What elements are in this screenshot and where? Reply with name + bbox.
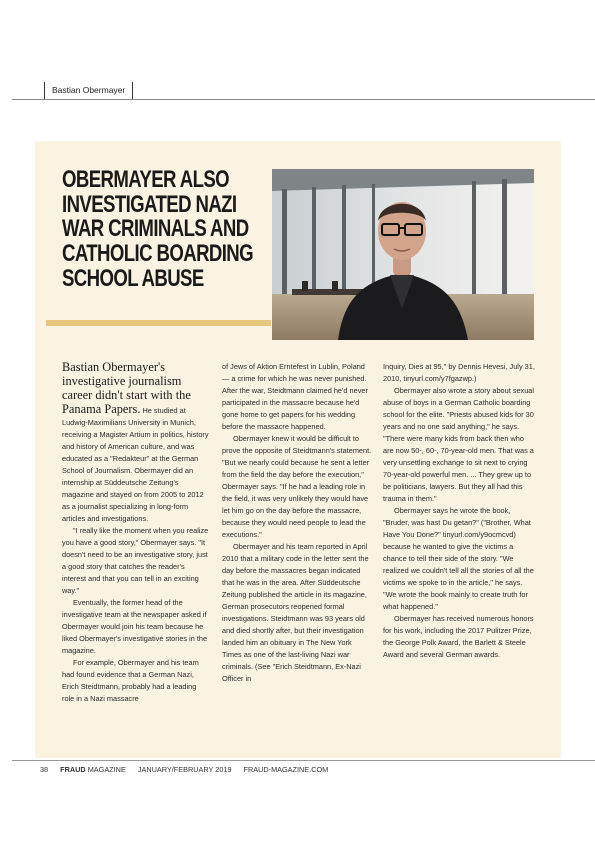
accent-bar — [46, 320, 271, 326]
magazine-name: MAGAZINE — [85, 765, 126, 774]
paragraph: Obermayer says he wrote the book, "Bruder, was hast Du getan?" ("Brother, What Have You Done?" tinyurl.com/y9ocmcvd) because he wanted to give the victims a chance to tell their side of the story. "We realized we couldn't tell all the stories of all the victims we spoke to in the article," he says. "We wrote the book mainly to create truth for what happened." — [383, 506, 534, 611]
article-column-1 — [62, 361, 209, 705]
headline-line: WAR CRIMINALS AND — [62, 215, 249, 243]
author-name-header: Bastian Obermayer — [52, 85, 126, 95]
paragraph-text: He studied at Ludwig-Maximilians University in Munich, receiving a Magister Artium in politics, history and history of American culture, and was educated as a "Redakteur" at the German School of Journalism. Obermayer did an internship at Süddeutsche Zeitung's magazine and stayed on from 2005 to 2012 as a journalist specializing in long-form articles and investigations. — [62, 406, 209, 523]
paragraph: Obermayer and his team reported in April 2010 that a military code in the letter sent the day before the massacres began indicated that he was in the area. After Süddeutsche Zeitung published the article in its magazine, German prosecutors reopened formal investigations. Steidtmann was 93 years old and died shortly after, but their investigation landed him an obituary in The New York Times as one of the last-living Nazi war criminals. (See "Erich Steidtmann, Ex-Nazi Officer in — [222, 542, 369, 683]
magazine-name-bold: FRAUD — [60, 765, 86, 774]
headline-line: OBERMAYER ALSO — [62, 166, 230, 193]
footer-rule — [12, 760, 595, 761]
portrait-illustration — [272, 169, 534, 340]
header-rule — [12, 99, 595, 100]
paragraph: Obermayer knew it would be difficult to prove the opposite of Steidtmann's statement. "But we nearly could because he sent a letter from the field the day before the execution," Obermayer says. "If he had a leading role in the field, it was very unlikely they would have let him go on the day before the massacre, because they would need people to lead the executions." — [222, 434, 372, 539]
website: FRAUD-MAGAZINE.COM — [243, 765, 329, 774]
paragraph: Obermayer has received numerous honors for his work, including the 2017 Pulitzer Prize, the George Polk Award, the Barlett & Steele Award and several German awards. — [383, 614, 534, 659]
article-column-3 — [383, 361, 535, 661]
headline — [62, 166, 254, 292]
lede: Bastian Obermayer's investigative journalism career didn't start with the Panama Papers. — [62, 360, 191, 416]
headline-line: SCHOOL ABUSE — [62, 264, 204, 292]
paragraph: Inquiry, Dies at 95," by Dennis Hevesi, July 31, 2010, tinyurl.com/y7fgazwp.) — [383, 362, 535, 383]
lede-paragraph — [62, 361, 209, 525]
paragraph: For example, Obermayer and his team had found evidence that a German Nazi, Erich Steidtmann, probably had a leading role in a Nazi massacre — [62, 658, 199, 703]
portrait-photo — [272, 169, 534, 340]
issue-date: JANUARY/FEBRUARY 2019 — [137, 765, 232, 774]
page-number: 38 — [40, 765, 49, 774]
paragraph: of Jews of Aktion Erntefest in Lublin, Poland — a crime for which he was never punished. After the war, Steidtmann claimed he'd never participated in the massacre because he'd gone home to get papers for his wedding before the massacre happened. — [222, 362, 368, 431]
paragraph: Obermayer also wrote a story about sexual abuse of boys in a German Catholic boarding school for the elite. "Priests abused kids for 30 years and no one said anything," he says. "There were many kids from back then who are now 50-, 60-, 70-year-old men. That was a very unsettling exchange to sit next to crying 70-year-old powerful men. ... They grew up to be politicians, lawyers. But they all had this trauma in them." — [383, 386, 535, 503]
paragraph: "I really like the moment when you realize you have a good story," Obermayer says. "It doesn't need to be an investigative story, just a good story that catches the reader's interest and that you can tell in an exciting way." — [62, 526, 209, 595]
paragraph: Eventually, the former head of the investigative team at the newspaper asked if Obermayer would join his team because he liked Obermayer's investigative stories in the magazine. — [62, 598, 208, 655]
headline-line: INVESTIGATED NAZI — [62, 190, 237, 218]
section-tab — [44, 82, 133, 99]
headline-line: CATHOLIC BOARDING — [62, 240, 254, 268]
page-footer — [40, 765, 328, 774]
article-column-2 — [222, 361, 372, 685]
